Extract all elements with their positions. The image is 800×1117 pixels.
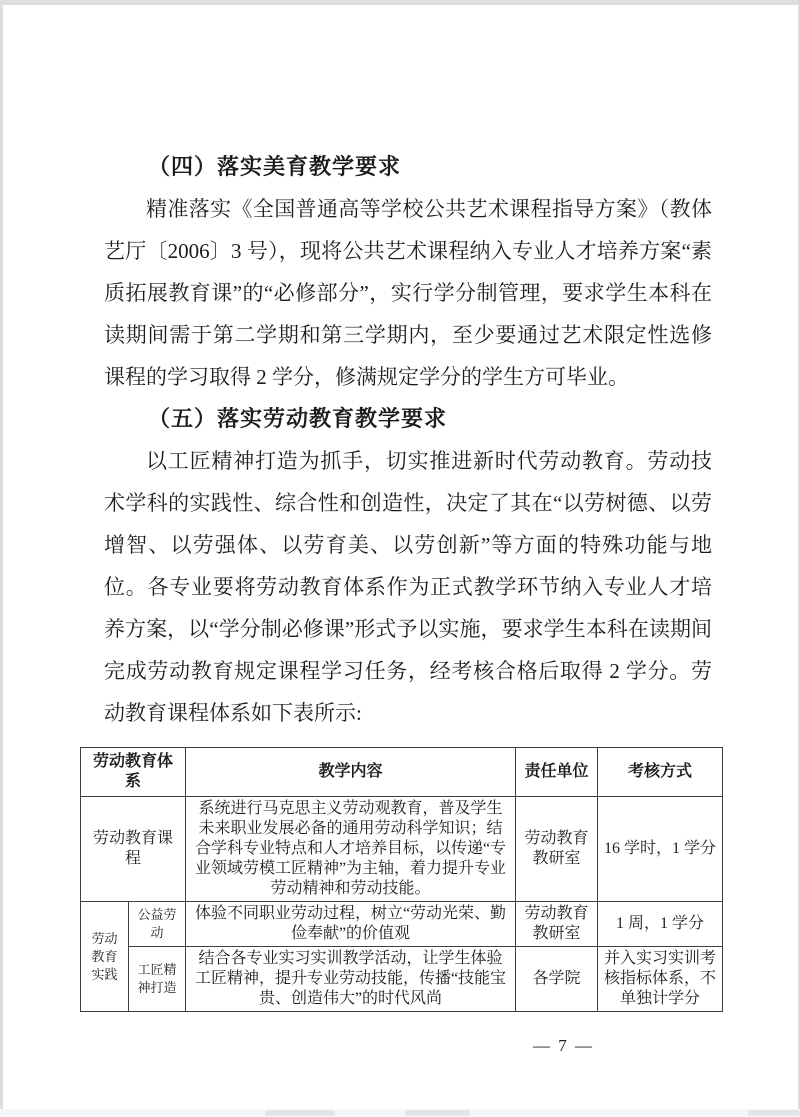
header-system: 劳动教育体系	[81, 748, 186, 797]
cell-content-course: 系统进行马克思主义劳动观教育，普及学生未来职业发展必备的通用劳动科学知识；结合学科专业特点和人才培养目标，以传递“专业领域劳模工匠精神”为主轴，着力提升专业劳动精神和劳动技能。	[186, 797, 516, 902]
table-row	[81, 902, 723, 947]
labor-education-table	[80, 747, 723, 1012]
section-4-heading: （四）落实美育教学要求	[148, 154, 402, 179]
cell-assessment-course: 16 学时，1 学分	[598, 797, 723, 902]
section-5-heading: （五）落实劳动教育教学要求	[148, 406, 448, 431]
scan-edge-top	[0, 0, 800, 5]
cell-content-artisan: 结合各专业实习实训教学活动，让学生体验工匠精神，提升专业劳动技能，传播“技能宝贵、创造伟大”的时代风尚	[186, 947, 516, 1012]
scan-artifact	[405, 1110, 470, 1116]
cell-assessment-artisan: 并入实习实训考核指标体系，不单独计学分	[598, 947, 723, 1012]
header-unit: 责任单位	[516, 748, 598, 797]
section-5-paragraph: 以工匠精神打造为抓手，切实推进新时代劳动教育。劳动技术学科的实践性、综合性和创造性，决定了其在“以劳树德、以劳增智、以劳强体、以劳育美、以劳创新”等方面的特殊功能与地位。各专业要将劳动教育体系作为正式教学环节纳入专业人才培养方案，以“学分制必修课”形式予以实施，要求学生本科在读期间完成劳动教育规定课程学习任务，经考核合格后取得 2 学分。劳动教育课程体系如下表所示:	[104, 449, 712, 725]
section-4-paragraph: 精准落实《全国普通高等学校公共艺术课程指导方案》（教体艺厅〔2006〕3 号），现将公共艺术课程纳入专业人才培养方案“素质拓展教育课”的“必修部分”，实行学分制管理，要求学生本科在读期间需于第二学期和第三学期内，至少要通过艺术限定性选修课程的学习取得 2 学分，修满规定学分的学生方可毕业。	[104, 197, 712, 389]
cell-unit-public: 劳动教育教研室	[516, 902, 598, 947]
scan-artifact	[748, 1110, 800, 1116]
table-header-row	[81, 748, 723, 797]
table-row	[81, 797, 723, 902]
cell-content-public: 体验不同职业劳动过程，树立“劳动光荣、勤俭奉献”的价值观	[186, 902, 516, 947]
cell-system-course: 劳动教育课程	[81, 797, 186, 902]
header-content: 教学内容	[186, 748, 516, 797]
cell-system-public: 公益劳动	[129, 902, 186, 947]
page-content	[91, 146, 717, 1056]
table-row	[81, 947, 723, 1012]
header-assessment: 考核方式	[598, 748, 723, 797]
scan-edge-bottom	[0, 1109, 800, 1117]
cell-unit-course: 劳动教育教研室	[516, 797, 598, 902]
page-number: — 7 —	[533, 1036, 594, 1055]
scan-edge-left	[0, 0, 3, 1117]
cell-system-artisan: 工匠精神打造	[129, 947, 186, 1012]
scan-artifact	[265, 1110, 335, 1116]
cell-unit-artisan: 各学院	[516, 947, 598, 1012]
cell-system-group: 劳动教育实践	[81, 902, 129, 1012]
cell-assessment-public: 1 周，1 学分	[598, 902, 723, 947]
